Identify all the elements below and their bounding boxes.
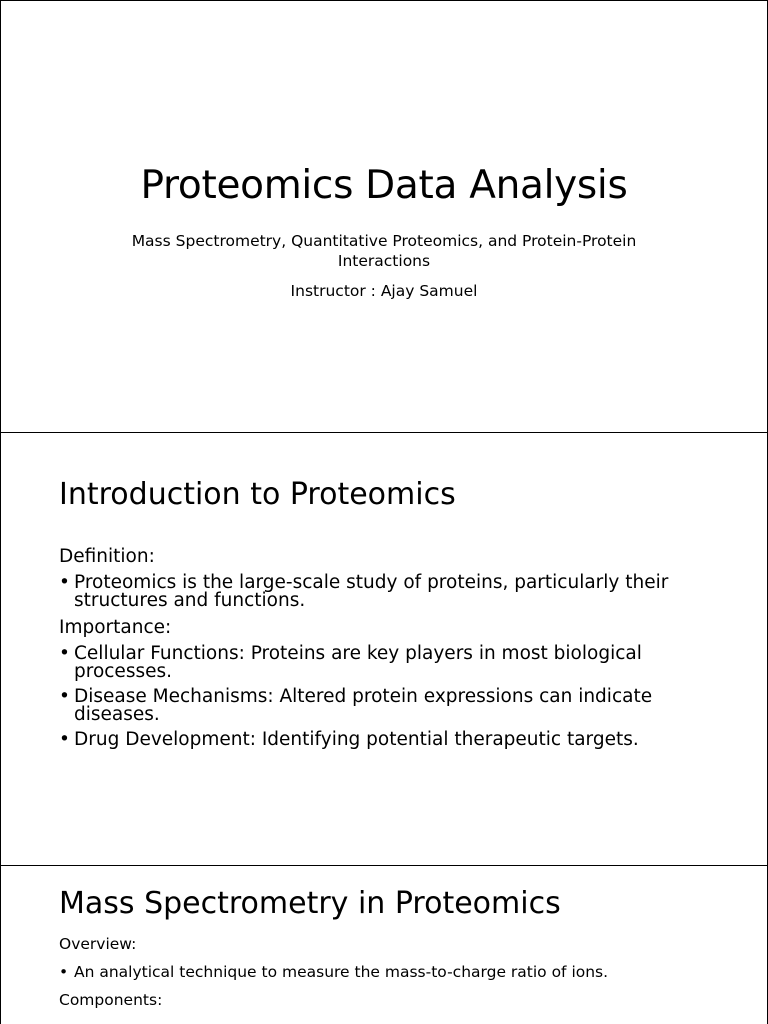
- presentation-title: Proteomics Data Analysis: [140, 163, 628, 208]
- bullet-icon: •: [59, 572, 70, 593]
- title-slide: [0, 0, 768, 433]
- section-label-importance: Importance:: [59, 617, 172, 638]
- section-label-definition: Definition:: [59, 546, 155, 567]
- bullet-item: [59, 962, 709, 982]
- bullet-item: [59, 574, 709, 610]
- slide-body: [59, 546, 709, 756]
- introduction-slide: [0, 432, 768, 866]
- bullet-text: An analytical technique to measure the mass-to-charge ratio of ions.: [74, 963, 609, 981]
- instructor-name: Instructor : Ajay Samuel: [290, 282, 478, 300]
- section-label-components: Components:: [59, 991, 163, 1009]
- bullet-icon: •: [59, 643, 70, 664]
- slide-heading: Introduction to Proteomics: [59, 477, 456, 512]
- bullet-text: Disease Mechanisms: Altered protein expressions can indicate diseases.: [74, 686, 653, 725]
- section-label-overview: Overview:: [59, 935, 137, 953]
- presentation-subtitle: Mass Spectrometry, Quantitative Proteomics, and Protein-Protein Interactions: [131, 232, 637, 270]
- definition-bullet-list: [59, 574, 709, 610]
- bullet-item: [59, 731, 709, 749]
- bullet-text: Cellular Functions: Proteins are key players in most biological processes.: [74, 643, 642, 682]
- bullet-icon: •: [59, 729, 70, 750]
- bullet-text: Proteomics is the large-scale study of proteins, particularly their structures and functions.: [74, 572, 669, 611]
- bullet-icon: •: [59, 686, 70, 707]
- bullet-item: [59, 645, 709, 681]
- importance-bullet-list: [59, 645, 709, 749]
- bullet-item: [59, 688, 709, 724]
- slide-body: [59, 934, 709, 1018]
- bullet-text: Drug Development: Identifying potential therapeutic targets.: [74, 729, 639, 750]
- slide-heading: Mass Spectrometry in Proteomics: [59, 886, 561, 921]
- overview-bullet-list: [59, 962, 709, 982]
- mass-spectrometry-slide: [0, 865, 768, 1024]
- bullet-icon: •: [59, 963, 69, 981]
